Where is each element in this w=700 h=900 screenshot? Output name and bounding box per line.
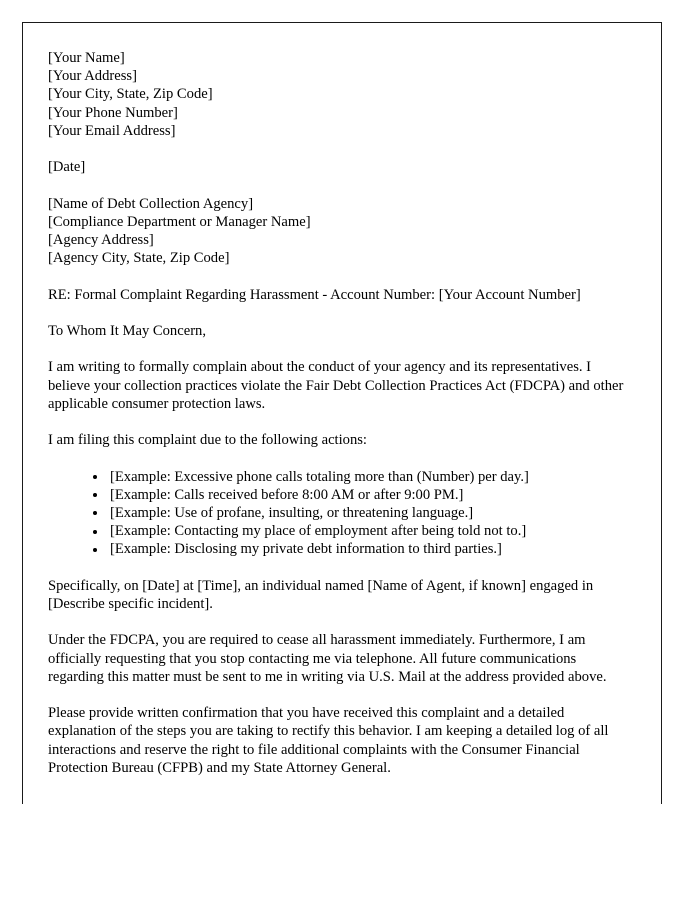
- list-item: [Example: Contacting my place of employment after being told not to.]: [90, 522, 631, 540]
- spacer-before-list: [48, 449, 631, 467]
- list-item: [Example: Disclosing my private debt information to third parties.]: [90, 540, 631, 558]
- subject-line: RE: Formal Complaint Regarding Harassment - Account Number: [Your Account Number]: [48, 286, 581, 303]
- spacer-after-specific: [48, 613, 631, 631]
- spacer-after-demand: [48, 686, 631, 704]
- paragraph-intro: I am writing to formally complain about the conduct of your agency and its representatives. I believe your collection practices violate the Fair Debt Collection Practices Act (FDCPA) and other applicable consumer protection laws.: [48, 359, 624, 412]
- spacer-after-intro: [48, 413, 631, 431]
- recipient-agency-name: [Name of Debt Collection Agency]: [48, 195, 254, 212]
- sender-street: [Your Address]: [48, 68, 137, 85]
- letter-page: [22, 22, 662, 804]
- recipient-address-block: [48, 195, 631, 268]
- spacer-after-date: [48, 176, 631, 194]
- salutation: To Whom It May Concern,: [48, 322, 206, 339]
- spacer-after-list: [48, 559, 631, 577]
- sender-city-state-zip: [Your City, State, Zip Code]: [48, 86, 213, 103]
- sender-phone: [Your Phone Number]: [48, 104, 178, 121]
- recipient-city-state-zip: [Agency City, State, Zip Code]: [48, 250, 230, 267]
- sender-email: [Your Email Address]: [48, 122, 176, 139]
- reasons-list: [48, 468, 631, 559]
- sender-address-block: [48, 49, 631, 140]
- sender-name: [Your Name]: [48, 50, 125, 66]
- spacer-after-recipient: [48, 267, 631, 285]
- paragraph-specific-incident: Specifically, on [Date] at [Time], an individual named [Name of Agent, if known] engaged in [Describe specific incident].: [48, 577, 594, 612]
- recipient-department: [Compliance Department or Manager Name]: [48, 213, 311, 230]
- list-lead-in: I am filing this complaint due to the following actions:: [48, 432, 367, 449]
- paragraph-demand: Under the FDCPA, you are required to cease all harassment immediately. Furthermore, I am officially requesting that you stop contacting me via telephone. All future communications regarding this matter must be sent to me in writing via U.S. Mail at the address provided above.: [48, 632, 607, 685]
- list-item: [Example: Calls received before 8:00 AM or after 9:00 PM.]: [90, 486, 631, 504]
- date-line: [Date]: [48, 159, 86, 176]
- spacer-after-subject: [48, 304, 631, 322]
- spacer-after-salutation: [48, 340, 631, 358]
- list-item: [Example: Excessive phone calls totaling more than (Number) per day.]: [90, 468, 631, 486]
- list-item: [Example: Use of profane, insulting, or threatening language.]: [90, 504, 631, 522]
- paragraph-confirmation: Please provide written confirmation that you have received this complaint and a detailed explanation of the steps you are taking to rectify this behavior. I am keeping a detailed log of all interactions and reserve the right to file additional complaints with the Consumer Financial Protection Bureau (CFPB) and my State Attorney General.: [48, 705, 609, 776]
- recipient-street: [Agency Address]: [48, 232, 154, 248]
- letter-content: [23, 23, 661, 777]
- spacer-after-sender: [48, 140, 631, 158]
